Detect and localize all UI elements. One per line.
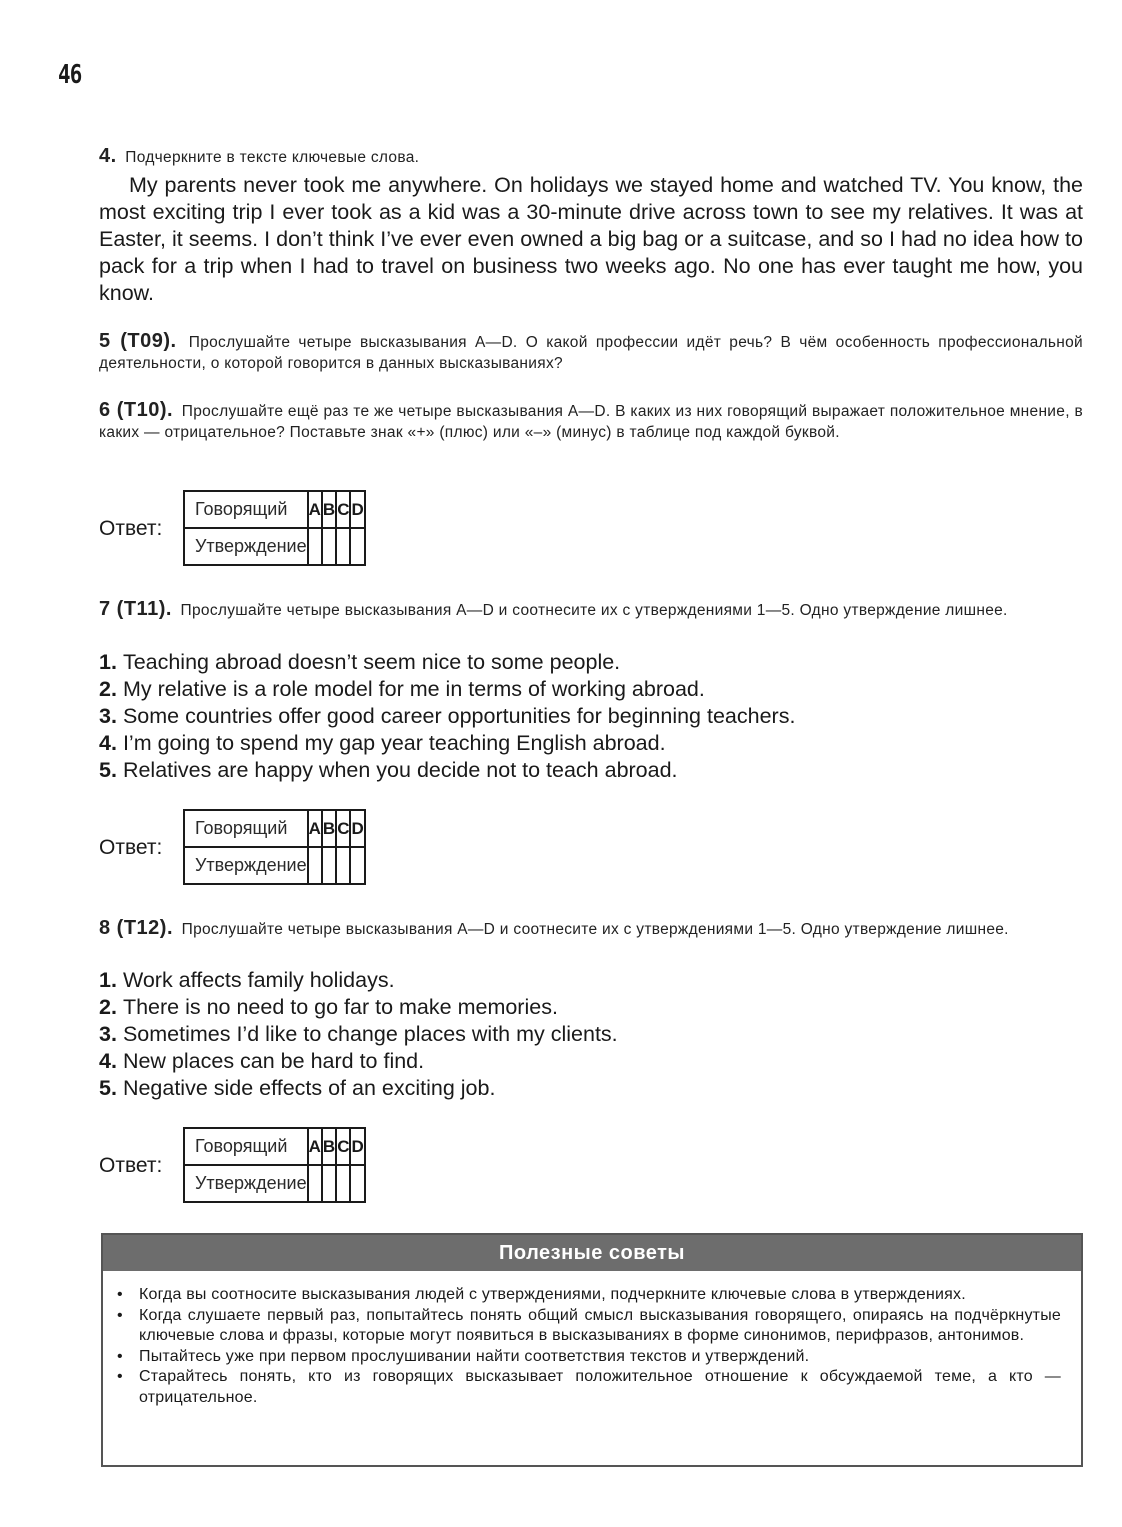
bullet-icon: •	[117, 1368, 123, 1385]
task-4-number: 4.	[99, 145, 117, 167]
answer-cell-b[interactable]	[322, 847, 336, 884]
list-item: • Пытайтесь уже при первом прослушивании найти соответствия текстов и утверждений.	[117, 1347, 1061, 1368]
list-item: 1. Teaching abroad doesn’t seem nice to some people.	[99, 650, 621, 674]
task-4-passage: My parents never took me anywhere. On holidays we stayed home and watched TV. You know, the most exciting trip I ever took as a kid was a 30-minute drive across town to see my relatives. It was at Easter, it seems. I don’t think I’ve ever even owned a big bag or a suitcase, and so I had no idea how to pack for a trip when I had to travel on business two weeks ago. No one has ever taught me how, you know.	[99, 173, 1083, 305]
speaker-row-header: Говорящий	[184, 810, 308, 847]
task-5-instruction: Прослушайте четыре высказывания A—D. О какой профессии идёт речь? В чём особенность профессиональной деятельности, о которой говорится в данных высказываниях?	[99, 334, 1084, 372]
list-item: 1. Work affects family holidays.	[99, 968, 395, 992]
answer-cell-d[interactable]	[350, 1165, 364, 1202]
bullet-icon: •	[117, 1306, 123, 1324]
list-item: 2. There is no need to go far to make memories.	[99, 995, 558, 1019]
bullet-icon: •	[117, 1347, 123, 1365]
list-item: • Когда вы соотносите высказывания людей с утверждениями, подчеркните ключевые слова в утверждениях.	[117, 1285, 1061, 1306]
letter-d: D	[350, 491, 364, 528]
table-row	[184, 1165, 365, 1202]
useful-tips-box	[101, 1233, 1083, 1467]
task-4-instruction: Подчеркните в тексте ключевые слова.	[125, 149, 420, 166]
task-8-number: 8 (T12).	[99, 917, 174, 939]
letter-a: A	[308, 491, 322, 528]
answer-cell-c[interactable]	[336, 847, 350, 884]
task-8-instruction: Прослушайте четыре высказывания A—D и соотнесите их с утверждениями 1—5. Одно утверждение лишнее.	[181, 921, 1009, 938]
table-row	[184, 1128, 365, 1165]
task-4-heading	[99, 146, 1083, 168]
task-8-statements	[99, 967, 999, 1102]
list-item: 2. My relative is a role model for me in terms of working abroad.	[99, 677, 705, 701]
statement-row-header: Утверждение	[184, 528, 308, 565]
letter-a: A	[308, 810, 322, 847]
answer-cell-c[interactable]	[336, 528, 350, 565]
table-row	[184, 528, 365, 565]
task-6-number: 6 (T10).	[99, 399, 174, 421]
task-7-number: 7 (T11).	[99, 598, 172, 620]
list-item: 3. Sometimes I’d like to change places with my clients.	[99, 1022, 618, 1046]
list-item: 4. New places can be hard to find.	[99, 1049, 425, 1073]
answer-cell-a[interactable]	[308, 528, 322, 565]
statement-row-header: Утверждение	[184, 847, 308, 884]
answer-table	[183, 490, 366, 566]
list-item: 5. Negative side effects of an exciting job.	[99, 1076, 496, 1100]
answer-label: Ответ:	[99, 1154, 163, 1177]
letter-b: B	[322, 491, 336, 528]
list-item: • Старайтесь понять, кто из говорящих высказывает положительное отношение к обсуждаемой теме, а кто — отрицательное.	[117, 1368, 1061, 1406]
useful-tips-title: Полезные советы	[103, 1235, 1081, 1271]
task-7-heading	[99, 599, 1083, 621]
table-row	[184, 491, 365, 528]
table-row	[184, 810, 365, 847]
bullet-icon: •	[117, 1286, 123, 1303]
page-number: 46	[58, 60, 82, 90]
answer-cell-c[interactable]	[336, 1165, 350, 1202]
speaker-row-header: Говорящий	[184, 491, 308, 528]
answer-label: Ответ:	[99, 836, 163, 859]
answer-cell-b[interactable]	[322, 1165, 336, 1202]
answer-label: Ответ:	[99, 517, 163, 540]
letter-c: C	[336, 491, 350, 528]
letter-b: B	[322, 1128, 336, 1165]
table-row	[184, 847, 365, 884]
list-item: 3. Some countries offer good career opportunities for beginning teachers.	[99, 704, 796, 728]
task-7-statements	[99, 649, 999, 784]
letter-d: D	[350, 1128, 364, 1165]
statement-row-header: Утверждение	[184, 1165, 308, 1202]
answer-cell-d[interactable]	[350, 528, 364, 565]
task-5-number: 5 (T09).	[99, 330, 177, 352]
task-6-heading	[99, 400, 1083, 443]
letter-d: D	[350, 810, 364, 847]
answer-cell-b[interactable]	[322, 528, 336, 565]
task-6-instruction: Прослушайте ещё раз те же четыре высказывания A—D. В каких из них говорящий выражает положительное мнение, в каких — отрицательное? Поставьте знак «+» (плюс) или «–» (минус) в таблице под каждой буквой.	[99, 403, 1083, 441]
letter-c: C	[336, 810, 350, 847]
task-8-heading	[99, 918, 1083, 940]
letter-c: C	[336, 1128, 350, 1165]
list-item: 5. Relatives are happy when you decide not to teach abroad.	[99, 758, 678, 782]
task-5-heading	[99, 331, 1083, 374]
speaker-row-header: Говорящий	[184, 1128, 308, 1165]
answer-table	[183, 809, 366, 885]
list-item: • Когда слушаете первый раз, попытайтесь понять общий смысл высказывания говорящего, опираясь на подчёркнутые ключевые слова и фразы, которые могут появиться в высказываниях в форме синонимов, перифразов, антонимов.	[117, 1306, 1061, 1344]
answer-cell-a[interactable]	[308, 1165, 322, 1202]
useful-tips-list	[103, 1285, 1081, 1408]
letter-b: B	[322, 810, 336, 847]
letter-a: A	[308, 1128, 322, 1165]
answer-cell-d[interactable]	[350, 847, 364, 884]
answer-cell-a[interactable]	[308, 847, 322, 884]
task-7-instruction: Прослушайте четыре высказывания A—D и соотнесите их с утверждениями 1—5. Одно утверждение лишнее.	[180, 602, 1008, 619]
answer-table	[183, 1127, 366, 1203]
list-item: 4. I’m going to spend my gap year teaching English abroad.	[99, 731, 666, 755]
